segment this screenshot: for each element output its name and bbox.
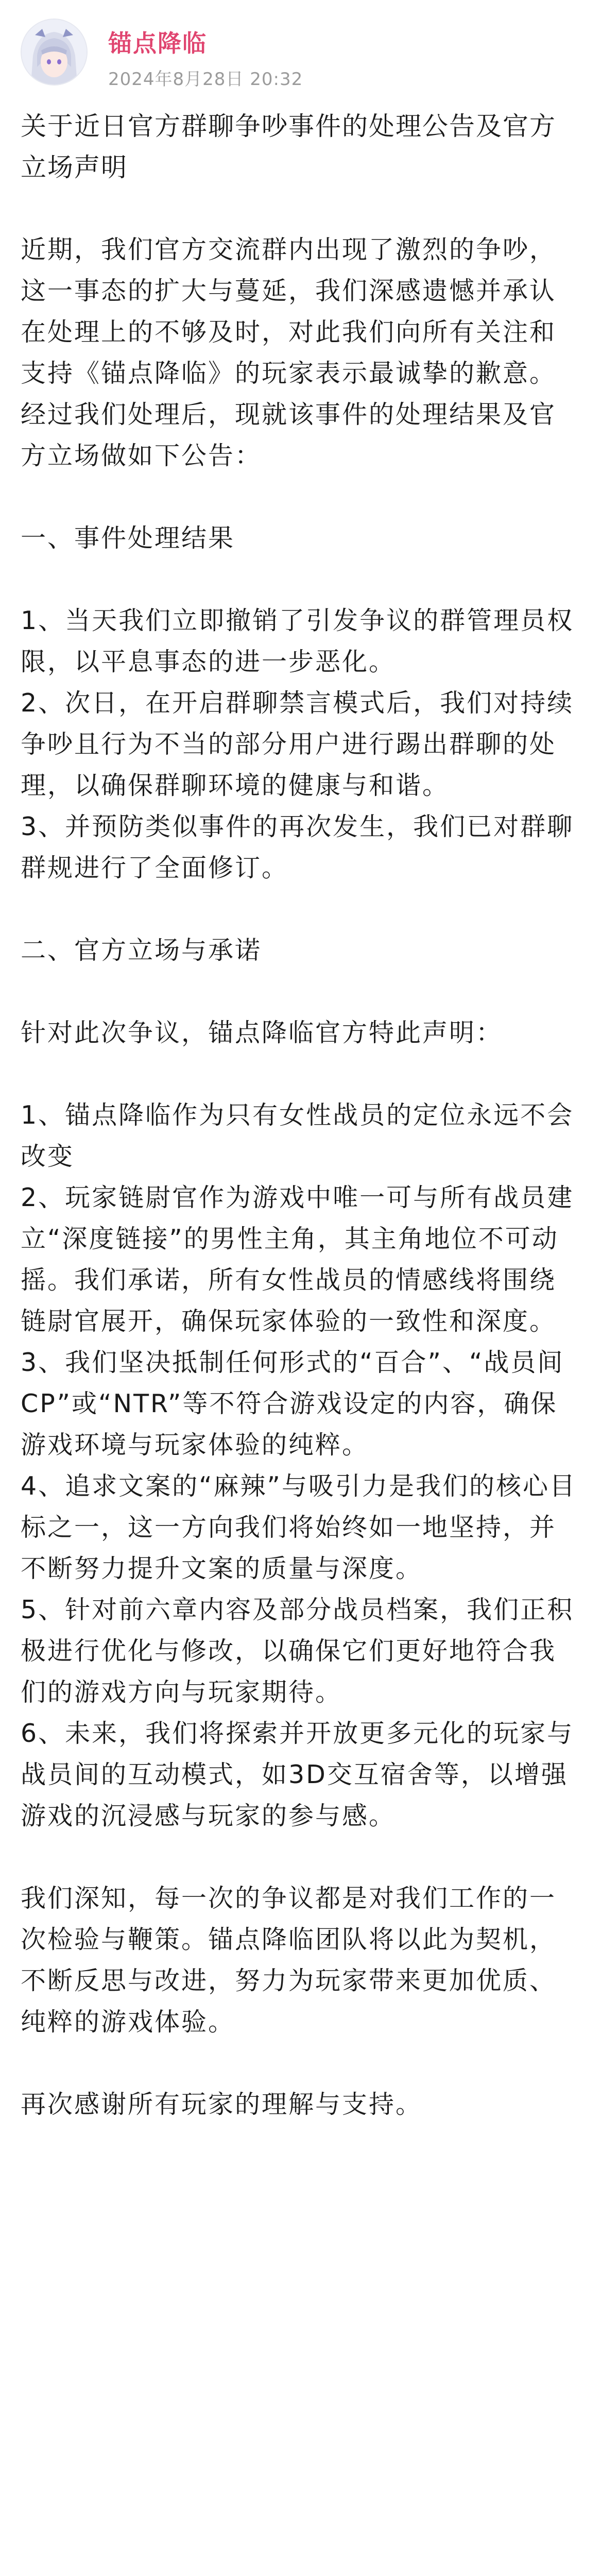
results-item: 2、次日，在开启群聊禁言模式后，我们对持续争吵且行为不当的部分用户进行踢出群聊的处理，以确保群聊环境的健康与和谐。 <box>21 688 574 800</box>
section-heading-stance: 二、官方立场与承诺 <box>21 936 262 965</box>
results-item: 1、当天我们立即撤销了引发争议的群管理员权限，以平息事态的进一步恶化。 <box>21 606 574 676</box>
results-item: 3、并预防类似事件的再次发生，我们已对群聊群规进行了全面修订。 <box>21 812 574 883</box>
author-name[interactable]: 锚点降临 <box>108 29 207 57</box>
spacer <box>21 1837 577 1878</box>
spacer <box>21 889 577 930</box>
post-header <box>21 19 582 96</box>
spacer <box>21 1054 577 1095</box>
spacer <box>21 2043 577 2084</box>
post-body <box>21 106 577 2125</box>
spacer <box>21 188 577 229</box>
stance-item: 1、锚点降临作为只有女性战员的定位永远不会改变 <box>21 1100 574 1171</box>
stance-item: 6、未来，我们将探索并开放更多元化的玩家与战员间的互动模式，如3D交互宿舍等，以增强游戏的沉浸感与玩家的参与感。 <box>21 1719 574 1831</box>
stance-item: 2、玩家链尉官作为游戏中唯一可与所有战员建立“深度链接”的男性主角，其主角地位不可动摇。我们承诺，所有女性战员的情感线将围绕链尉官展开，确保玩家体验的一致性和深度。 <box>21 1183 574 1336</box>
spacer <box>21 971 577 1012</box>
post-timestamp: 2024年8月28日 20:32 <box>108 69 303 90</box>
spacer <box>21 559 577 600</box>
section-heading-results: 一、事件处理结果 <box>21 523 235 553</box>
stance-item: 5、针对前六章内容及部分战员档案，我们正积极进行优化与修改，以确保它们更好地符合我们的游戏方向与玩家期待。 <box>21 1595 574 1707</box>
closing-thanks: 再次感谢所有玩家的理解与支持。 <box>21 2090 423 2119</box>
stance-item: 4、追求文案的“麻辣”与吸引力是我们的核心目标之一，这一方向我们将始终如一地坚持，并不断努力提升文案的质量与深度。 <box>21 1471 576 1583</box>
intro-paragraph: 近期，我们官方交流群内出现了激烈的争吵，这一事态的扩大与蔓延，我们深感遗憾并承认在处理上的不够及时，对此我们向所有关注和支持《锚点降临》的玩家表示最诚挚的歉意。经过我们处理后，现就该事件的处理结果及官方立场做如下公告： <box>21 235 557 470</box>
stance-item: 3、我们坚决抵制任何形式的“百合”、“战员间CP”或“NTR”等不符合游戏设定的内容，确保游戏环境与玩家体验的纯粹。 <box>21 1348 564 1460</box>
avatar-illustration-icon <box>22 20 87 84</box>
closing-paragraph: 我们深知，每一次的争议都是对我们工作的一次检验与鞭策。锚点降临团队将以此为契机，不断反思与改进，努力为玩家带来更加优质、纯粹的游戏体验。 <box>21 1884 557 2037</box>
post-title: 关于近日官方群聊争吵事件的处理公告及官方立场声明 <box>21 111 556 182</box>
spacer <box>21 477 577 518</box>
stance-intro: 针对此次争议，锚点降临官方特此声明： <box>21 1018 503 1047</box>
author-avatar[interactable] <box>21 19 88 86</box>
